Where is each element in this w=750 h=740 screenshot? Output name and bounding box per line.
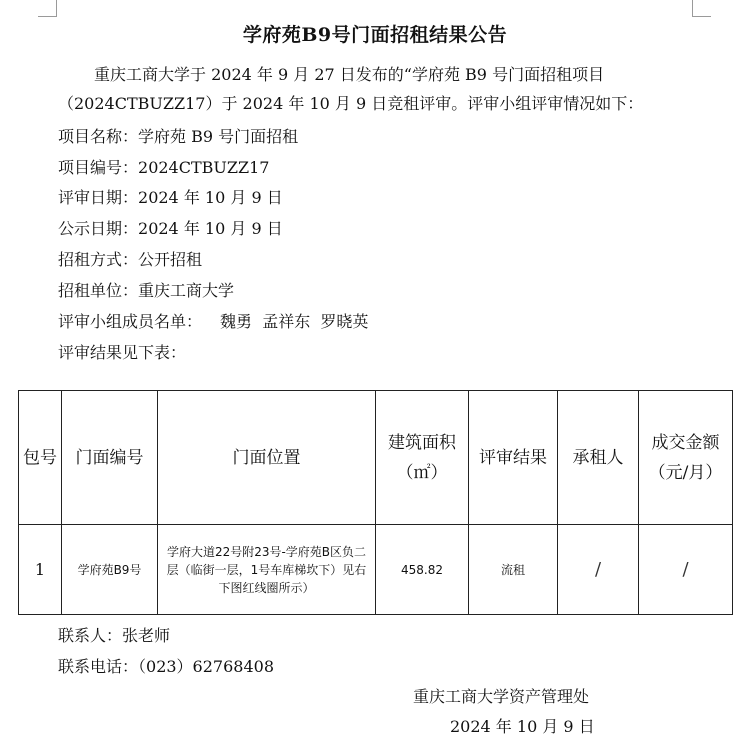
field-value: 学府苑 B9 号门面招租	[138, 127, 299, 146]
field-label: 招租方式：	[58, 250, 139, 269]
field-value: 公开招租	[138, 250, 203, 269]
signature-organization: 重庆工商大学资产管理处	[413, 687, 590, 706]
cell-area: 458.82	[376, 525, 469, 615]
results-table	[18, 390, 733, 615]
header-result: 评审结果	[469, 391, 558, 525]
cell-lessee: /	[558, 525, 639, 615]
field-label: 项目名称：	[58, 127, 139, 146]
table-header-row	[19, 391, 733, 525]
contact-phone-value: （023）62768408	[138, 657, 274, 676]
field-label: 公示日期：	[58, 219, 139, 238]
field-label: 评审日期：	[58, 188, 139, 207]
cell-location: 学府大道22号附23号-学府苑B区负二层（临街一层，1号车库梯坎下）见右下图红线圈所示）	[158, 525, 376, 615]
contact-person-label: 联系人：	[58, 626, 123, 645]
field-value: 2024CTBUZZ17	[138, 158, 270, 177]
field-value: 2024 年 10 月 9 日	[138, 188, 283, 207]
field-leasing-method	[58, 247, 202, 270]
header-lessee: 承租人	[558, 391, 639, 525]
contact-phone-label: 联系电话：	[58, 657, 139, 676]
field-value: 2024 年 10 月 9 日	[138, 219, 283, 238]
field-leasing-unit	[58, 278, 234, 301]
intro-paragraph	[58, 60, 698, 118]
signature-date: 2024 年 10 月 9 日	[450, 717, 595, 736]
page-corner-mark-right	[692, 0, 711, 17]
header-location: 门面位置	[158, 391, 376, 525]
field-label: 项目编号：	[58, 158, 139, 177]
field-value: 重庆工商大学	[138, 281, 235, 300]
header-package: 包号	[19, 391, 62, 525]
header-amount: 成交金额（元/月）	[639, 391, 733, 525]
table-row	[19, 525, 733, 615]
intro-line-2: （2024CTBUZZ17）于 2024 年 10 月 9 日竞租评审。评审小组评审情况如下：	[58, 94, 644, 113]
field-project-number	[58, 155, 269, 178]
contact-person	[58, 623, 170, 646]
field-publish-date	[58, 216, 283, 239]
contact-phone	[58, 654, 274, 677]
cell-package: 1	[19, 525, 62, 615]
field-review-date	[58, 185, 283, 208]
page-corner-mark-left	[38, 0, 57, 17]
intro-line-1: 重庆工商大学于 2024 年 9 月 27 日发布的“学府苑 B9 号门面招租项目	[94, 65, 605, 84]
field-value: 魏勇 孟祥东 罗晓英	[220, 312, 369, 331]
field-project-name	[58, 124, 298, 147]
page-title: 学府苑B9号门面招租结果公告	[242, 24, 508, 46]
field-label: 评审小组成员名单：	[58, 312, 203, 331]
cell-result: 流租	[469, 525, 558, 615]
contact-person-value: 张老师	[122, 626, 171, 645]
header-unit-number: 门面编号	[62, 391, 158, 525]
header-area: 建筑面积（㎡）	[376, 391, 469, 525]
cell-unit-number: 学府苑B9号	[62, 525, 158, 615]
results-intro: 评审结果见下表：	[58, 343, 187, 362]
cell-amount: /	[639, 525, 733, 615]
field-label: 招租单位：	[58, 281, 139, 300]
field-review-members	[58, 309, 368, 332]
